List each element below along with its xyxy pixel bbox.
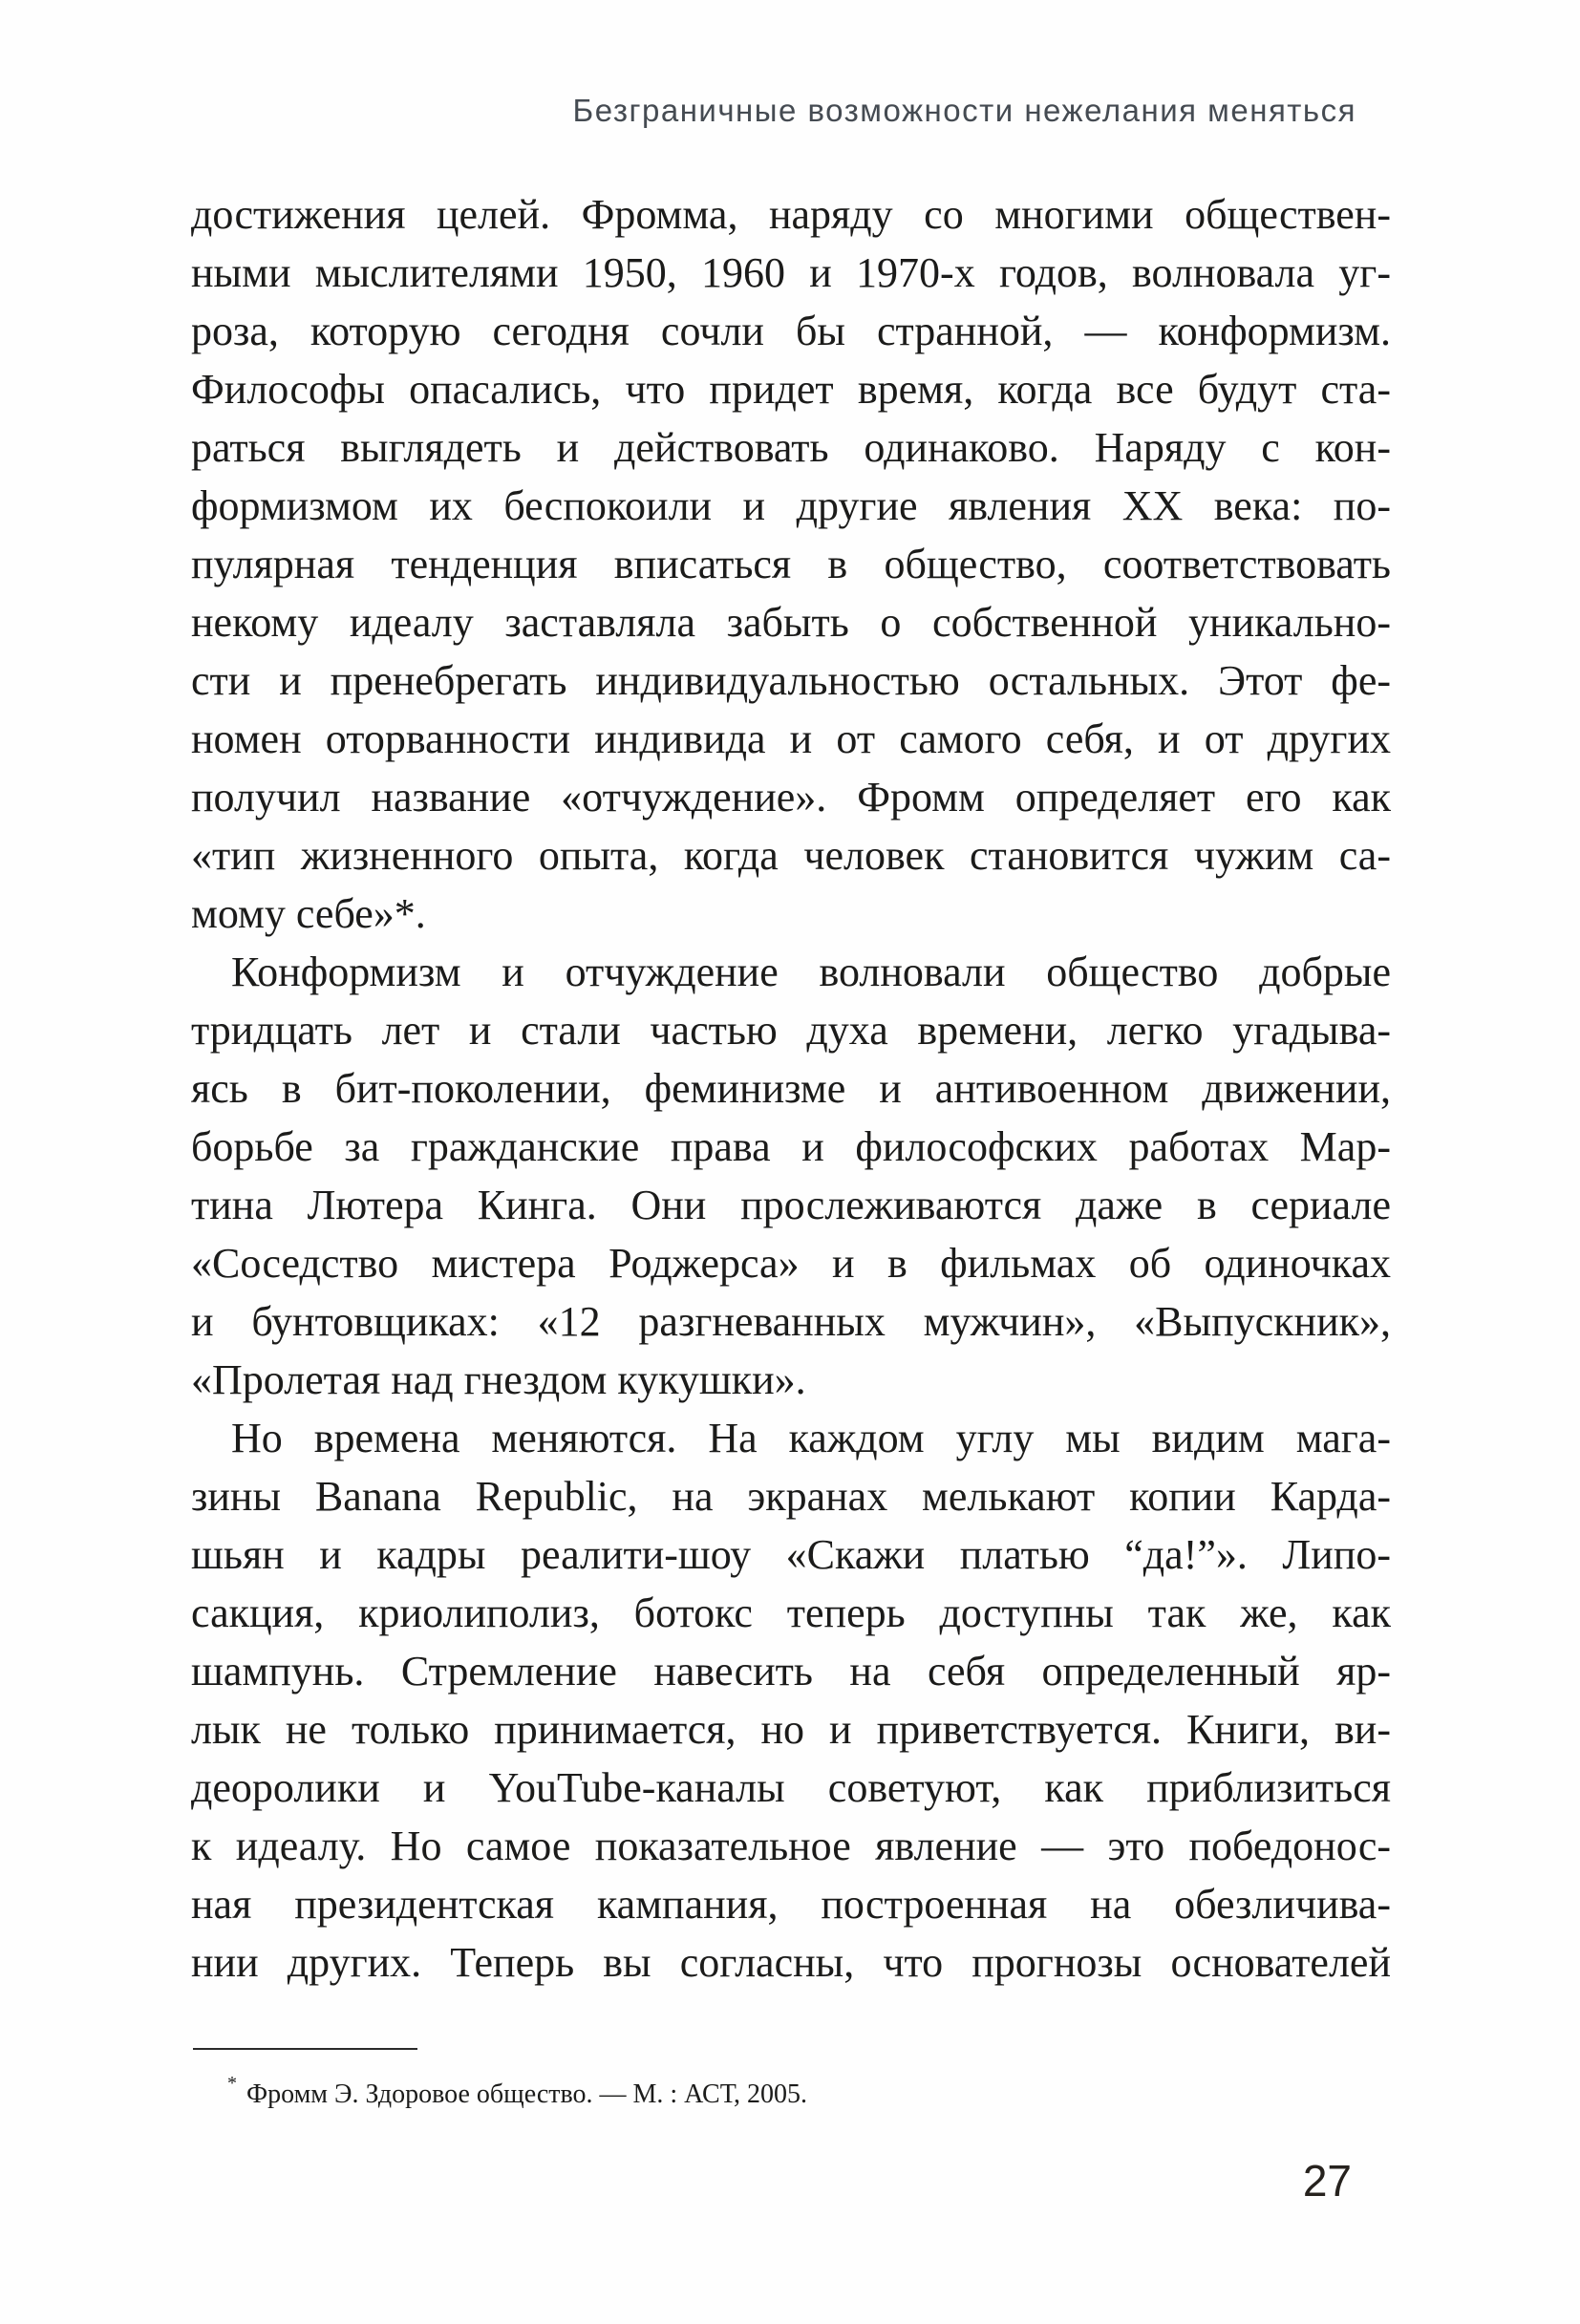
text-line: сакция, криолиполиз, ботокс теперь доступны так же, как [191, 1589, 1391, 1636]
text-line: нии других. Теперь вы согласны, что прогнозы основателей [191, 1939, 1391, 1986]
footnote-marker: * [227, 2073, 237, 2094]
text-line: зины Banana Republic, на экранах мелькают копии Карда- [191, 1473, 1391, 1520]
paragraph-3 [191, 1409, 1391, 1992]
text-line: «Соседство мистера Роджерса» и в фильмах об одиночках [191, 1240, 1391, 1287]
text-line: шампунь. Стремление навесить на себя определенный яр- [191, 1648, 1391, 1695]
footnote [191, 2065, 1391, 2113]
paragraph-2 [191, 943, 1391, 1409]
running-head: Безграничные возможности нежелания меняться [572, 93, 1356, 128]
text-line: «тип жизненного опыта, когда человек становится чужим са- [191, 832, 1391, 879]
footnote-text: Фромм Э. Здоровое общество. — М. : АСТ, 2005. [246, 2079, 807, 2109]
text-line: Философы опасались, что придет время, когда все будут ста- [191, 366, 1391, 413]
text-line: лык не только принимается, но и приветствуется. Книги, ви- [191, 1706, 1391, 1753]
text-line: пулярная тенденция вписаться в общество, соответствовать [191, 541, 1391, 587]
text-line: ными мыслителями 1950, 1960 и 1970-х годов, волновала уг- [191, 249, 1391, 296]
text-line: ная президентская кампания, построенная на обезличива- [191, 1881, 1391, 1928]
text-line: шьян и кадры реалити-шоу «Скажи платью “да!”». Липо- [191, 1531, 1391, 1578]
text-line: получил название «отчуждение». Фромм определяет его как [191, 774, 1391, 821]
text-line: Конформизм и отчуждение волновали общество добрые [231, 949, 1391, 995]
text-line: ясь в бит-поколении, феминизме и антивоенном движении, [191, 1065, 1391, 1112]
footnote-line [191, 2065, 1391, 2113]
text-line: мому себе»*. [191, 890, 426, 937]
paragraph-1 [191, 185, 1391, 943]
text-line: некому идеалу заставляла забыть о собственной уникально- [191, 599, 1391, 646]
text-line: раться выглядеть и действовать одинаково. Наряду с кон- [191, 424, 1391, 471]
text-line: Но времена меняются. На каждом углу мы видим мага- [231, 1415, 1391, 1461]
text-line: «Пролетая над гнездом кукушки». [191, 1356, 806, 1403]
text-line: роза, которую сегодня сочли бы странной, — конформизм. [191, 308, 1391, 354]
text-line: тина Лютера Кинга. Они прослеживаются даже в сериале [191, 1182, 1391, 1228]
footnote-rule [193, 2048, 417, 2050]
text-line: к идеалу. Но самое показательное явление — это победонос- [191, 1823, 1391, 1869]
text-line: борьбе за гражданские права и философских работах Мар- [191, 1123, 1391, 1170]
text-line: тридцать лет и стали частью духа времени, легко угадыва- [191, 1007, 1391, 1054]
text-line: номен оторванности индивида и от самого себя, и от других [191, 715, 1391, 762]
body-text [191, 185, 1391, 1992]
text-line: сти и пренебрегать индивидуальностью остальных. Этот фе- [191, 657, 1391, 704]
text-line: деоролики и YouTube-каналы советуют, как приблизиться [191, 1764, 1391, 1811]
page-number: 27 [1302, 2156, 1352, 2206]
text-line: достижения целей. Фромма, наряду со многими обществен- [191, 191, 1391, 238]
text-line: формизмом их беспокоили и другие явления XX века: по- [191, 482, 1391, 529]
text-line: и бунтовщиках: «12 разгневанных мужчин», «Выпускник», [191, 1298, 1391, 1345]
